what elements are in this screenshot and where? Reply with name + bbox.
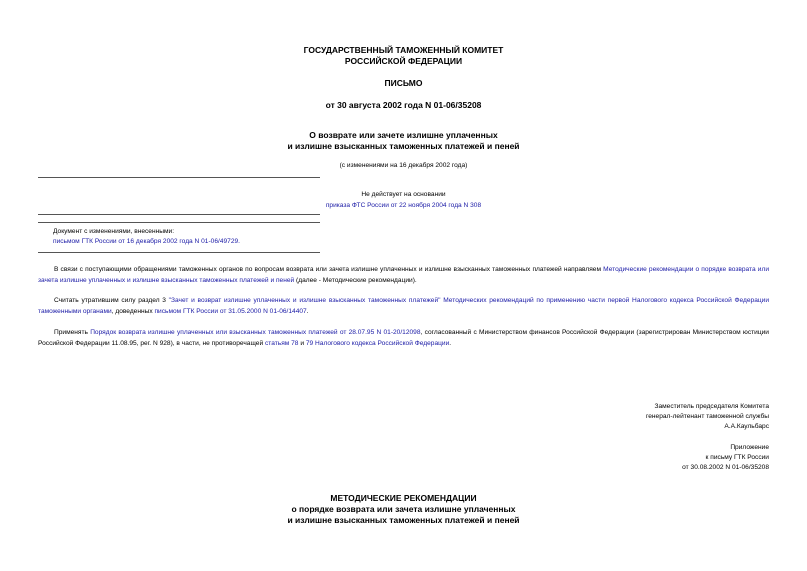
divider — [38, 222, 320, 223]
procedure-12098-link[interactable]: Порядок возврата излишне уплаченных или взысканных таможенных платежей от 28.07.95 N 01-20/12098 — [90, 329, 421, 336]
doc-type: ПИСЬМО — [384, 78, 423, 88]
doc-title-line2: и излишне взысканных таможенных платежей и пеней — [287, 141, 520, 151]
org-name-line2: РОССИЙСКОЙ ФЕДЕРАЦИИ — [344, 56, 463, 66]
signature-name: А.А.Каульбарс — [724, 423, 769, 430]
methodical-title-line2: о порядке возврата или зачета излишне уплаченных — [291, 504, 516, 514]
paragraph-3-mid: , согласованный с Министерством финансов Российской Федерации (зарегистрирован Министерством юстиции Российской Федерации 11.08.95, рег. N 928), в части, не противоречащей — [38, 329, 769, 347]
paragraph-2-tail: . — [306, 307, 309, 315]
org-name-line1: ГОСУДАРСТВЕННЫЙ ТАМОЖЕННЫЙ КОМИТЕТ — [303, 45, 504, 55]
appendix-date: от 30.08.2002 N 01-06/35208 — [682, 464, 769, 471]
paragraph-2-mid: , доведенных — [111, 307, 155, 315]
changes-link[interactable]: письмом ГТК России от 16 декабря 2002 года N 01-06/49729. — [53, 238, 241, 245]
paragraph-1-text: В связи с поступающими обращениями таможенных органов по вопросам возврата или зачета излишне уплаченных и излишне взысканных таможенных платежей направляем — [54, 266, 604, 273]
doc-date: от 30 августа 2002 года N 01-06/35208 — [325, 100, 482, 110]
paragraph-2-text: Считать утратившим силу раздел 3 — [54, 297, 169, 304]
divider — [38, 214, 320, 215]
paragraph-1-tail: (далее - Методические рекомендации). — [294, 276, 417, 284]
divider — [38, 252, 320, 253]
paragraph-3 — [38, 328, 769, 349]
methodical-recommendations-link[interactable]: Методические рекомендации о порядке возврата или зачета излишне уплаченных и излишне взысканных таможенных платежей и пеней — [38, 266, 770, 284]
paragraph-3-and: и — [298, 339, 306, 347]
amendment-note: (с изменениями на 16 декабря 2002 года) — [339, 162, 468, 169]
paragraph-1 — [38, 265, 769, 286]
article-78-link[interactable]: статьям 78 — [264, 339, 299, 347]
section-3-link[interactable]: "Зачет и возврат излишне уплаченных и излишне взысканных таможенных платежей" Методических рекомендаций по применению части первой Налогового кодекса Российской Федерации таможенными органами — [38, 297, 770, 315]
article-79-link[interactable]: 79 Налогового кодекса Российской Федерации — [305, 339, 450, 347]
appendix-label: Приложение — [730, 444, 769, 451]
paragraph-3-text: Применять — [54, 329, 91, 336]
methodical-title-line3: и излишне взысканных таможенных платежей и пеней — [287, 515, 520, 525]
status-text: Не действует на основании — [361, 191, 446, 198]
signature-position: Заместитель председателя Комитета — [654, 403, 769, 410]
signature-rank: генерал-лейтенант таможенной службы — [645, 413, 769, 420]
letter-14407-link[interactable]: письмом ГТК России от 31.05.2000 N 01-06/14407 — [154, 307, 307, 315]
methodical-title-line1: МЕТОДИЧЕСКИЕ РЕКОМЕНДАЦИИ — [330, 493, 477, 503]
paragraph-2 — [38, 296, 769, 317]
divider — [38, 177, 320, 178]
paragraph-3-tail: . — [449, 339, 452, 347]
status-link[interactable]: приказа ФТС России от 22 ноября 2004 года N 308 — [325, 202, 482, 209]
doc-title-line1: О возврате или зачете излишне уплаченных — [309, 130, 498, 140]
appendix-ref: к письму ГТК России — [705, 454, 769, 461]
changes-label: Документ с изменениями, внесенными: — [53, 228, 175, 235]
